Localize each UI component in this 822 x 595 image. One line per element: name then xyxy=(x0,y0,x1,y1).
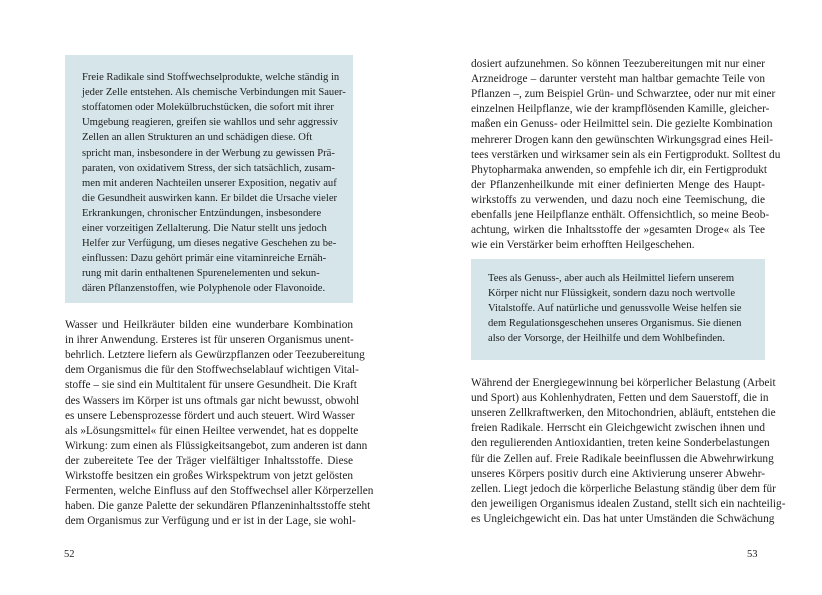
body-text-line: Fermenten, welche Einfluss auf den Stoffwechsel aller Körperzellen xyxy=(65,485,374,498)
body-text-line: des Wassers im Körper ist uns oftmals gar nicht bewusst, obwohl xyxy=(65,394,360,407)
body-text-line: es Ungleichgewicht ein. Das hat unter Umständen die Schwächung xyxy=(471,512,775,525)
body-text-line: haben. Die ganze Palette der sekundären Pflanzeninhaltsstoffe steht xyxy=(65,500,371,513)
box-text-line: Zellen an allen Strukturen an und schädigen diese. Oft xyxy=(82,132,313,144)
box-text-line: Körper nicht nur Flüssigkeit, sondern dazu noch wertvolle xyxy=(488,288,736,300)
box-text-line: Tees als Genuss-, aber auch als Heilmittel liefern unserem xyxy=(488,273,735,284)
box-text-line: stoffatomen oder Molekülbruchstücken, die sofort mit ihrer xyxy=(82,102,334,114)
body-text-line: maßen ein Genuss- oder Heilmittel sein. Die gezielte Kombination xyxy=(471,118,773,131)
body-text-line: wirkstoffs zu verwenden, und dazu noch eine Teemischung, die xyxy=(471,193,765,206)
info-box-tea-benefits xyxy=(471,259,765,360)
page-number-right: 53 xyxy=(747,549,758,560)
body-text-line: in ihrer Anwendung. Ersteres ist für unseren Organismus unent- xyxy=(65,334,354,347)
body-text-line: den jeweiligen Organismus idealen Zustand, stellt sich ein nachteilig- xyxy=(471,497,786,510)
body-text-line: zellen. Liegt jedoch die körperliche Belastung ständig über dem für xyxy=(471,482,776,495)
body-text-line: dem Organismus die für den Stoffwechselablauf wichtigen Vital- xyxy=(65,364,359,377)
body-text-line: es unsere Lebensprozesse fördert und auch steuert. Wird Wasser xyxy=(65,409,355,422)
body-text-line: behrlich. Letztere liefern als Gewürzpflanzen oder Teezubereitung xyxy=(65,349,365,362)
body-text-line: mehrerer Drogen kann den gewünschten Wirkungsgrad eines Heil- xyxy=(471,133,774,146)
box-text-line: die Gesundheit auswirken kann. Er bildet die Ursache vieler xyxy=(82,192,338,204)
body-text-line: freien Radikale. Herrscht ein Gleichgewicht zwischen ihnen und xyxy=(471,422,765,435)
body-text-line: für die Zellen auf. Freie Radikale beeinflussen die Abwehrwirkung xyxy=(471,452,774,465)
box-text-line: einer vorzeitigen Zellalterung. Die Natur stellt uns jedoch xyxy=(82,223,327,234)
body-text-line: Arzneidroge – darunter versteht man haltbar gemachte Teile von xyxy=(471,73,765,86)
body-text-line: den regulierenden Antioxidantien, treten keine Sonderbelastungen xyxy=(471,437,770,450)
box-text-line: jeder Zelle entstehen. Als chemische Verbindungen mit Sauer- xyxy=(82,87,346,99)
info-box-free-radicals xyxy=(65,55,353,303)
page-number-left: 52 xyxy=(64,549,75,560)
box-text-line: dären Pflanzenstoffen, wie Polyphenole oder Flavonoide. xyxy=(82,283,326,295)
box-text-line: Freie Radikale sind Stoffwechselprodukte, welche ständig in xyxy=(82,72,340,83)
body-text-line: einzelnen Heilpflanze, wie der krampflösenden Kamille, gleicher- xyxy=(471,103,770,116)
body-text-line: dem Organismus zur Verfügung und er ist in der Lage, sie wohl- xyxy=(65,515,356,528)
body-text-line: achtung, wirken die Inhaltsstoffe der »gesamten Droge« als Tee xyxy=(471,224,765,237)
body-text-line: unseres Körpers positiv durch eine Aktivierung unserer Abwehr- xyxy=(471,467,765,480)
box-text-line: men mit anderen Nachteilen unserer Exposition, negativ auf xyxy=(82,177,337,189)
body-text-line: und Sport) aus Kohlenhydraten, Fetten und dem Sauerstoff, die in xyxy=(471,392,769,405)
body-text-line: Phytopharmaka anwenden, so empfehle ich dir, ein Fertigprodukt xyxy=(471,163,768,176)
body-text-line: der Pflanzenheilkunde mit einer definierten Menge des Haupt- xyxy=(471,178,765,191)
box-text-line: dem Regulationsgeschehen unseres Organismus. Sie dienen xyxy=(488,318,742,330)
right-page xyxy=(411,0,822,595)
box-text-line: einflussen: Dazu gehört primär eine vitaminreiche Ernäh- xyxy=(82,253,327,265)
box-text-line: Vitalstoffe. Auf natürliche und genussvolle Weise helfen sie xyxy=(488,303,742,315)
body-text-line: tees verstärken und wirksamer sein als ein Fertigprodukt. Solltest du xyxy=(471,148,781,161)
body-text-line: unseren Zellkraftwerken, den Mitochondrien, abläuft, entstehen die xyxy=(471,407,776,420)
body-text-line: Während der Energiegewinnung bei körperlicher Belastung (Arbeit xyxy=(471,377,776,389)
body-text-line: Wirkstoffe besitzen ein großes Wirkspektrum von jetzt gelösten xyxy=(65,470,353,482)
box-text-line: also der Vorsorge, der Heilhilfe und dem Wohlbefinden. xyxy=(488,333,725,345)
body-text-line: ebenfalls jene Heilpflanze enthält. Offensichtlich, so meine Beob- xyxy=(471,209,770,221)
box-text-line: spricht man, insbesondere in der Werbung zu gewissen Prä- xyxy=(82,147,335,159)
box-text-line: rung mit darin enthaltenen Spurenelementen und sekun- xyxy=(82,268,320,280)
body-text-line: der zubereitete Tee der Träger vielfältiger Inhaltsstoffe. Diese xyxy=(65,454,353,467)
body-text-line: Wirkung: zum einen als Flüssigkeitsangebot, zum anderen ist dann xyxy=(65,439,368,452)
box-text-line: Helfer zur Verfügung, um dieses negative Geschehen zu be- xyxy=(82,238,337,250)
box-text-line: Umgebung reagieren, greifen sie wahllos und sehr aggressiv xyxy=(82,117,338,129)
box-text-line: paraten, von oxidativem Stress, der sich tatsächlich, zusam- xyxy=(82,162,335,174)
body-text-line: Wasser und Heilkräuter bilden eine wunderbare Kombination xyxy=(65,319,353,331)
box-text-line: Erkrankungen, chronischer Entzündungen, insbesondere xyxy=(82,207,322,219)
body-text-line: wie ein Verstärker beim erhofften Heilgeschehen. xyxy=(471,239,695,252)
body-text-line: als »Lösungsmittel« für einen Heiltee verwendet, hat es doppelte xyxy=(65,424,359,437)
body-text-line: Pflanzen –, zum Beispiel Grün- und Schwarztee, oder nur mit einer xyxy=(471,88,776,101)
body-text-line: stoffe – sie sind ein Multitalent für unsere Gesundheit. Die Kraft xyxy=(65,379,357,392)
body-text-line: dosiert aufzunehmen. So können Teezubereitungen mit nur einer xyxy=(471,58,765,70)
